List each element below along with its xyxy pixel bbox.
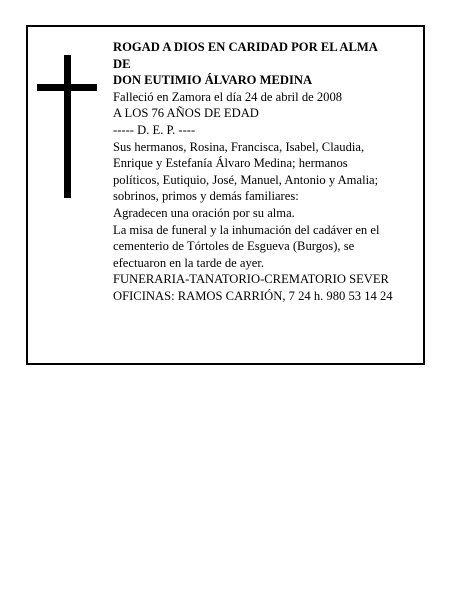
heading-line-1: ROGAD A DIOS EN CARIDAD POR EL ALMA xyxy=(113,40,378,54)
cross-vertical-bar xyxy=(64,55,71,198)
death-info: Falleció en Zamora el día 24 de abril de 2008 xyxy=(113,89,343,104)
funeral-line: efectuaron en la tarde de ayer. xyxy=(113,255,265,270)
heading-line-2: DE xyxy=(113,56,131,71)
rip-line: ----- D. E. P. ---- xyxy=(113,122,196,137)
deceased-name: DON EUTIMIO ÁLVARO MEDINA xyxy=(113,73,313,88)
family-line: sobrinos, primos y demás familiares: xyxy=(113,189,299,204)
thanks-line: Agradecen una oración por su alma. xyxy=(113,205,295,220)
funeral-line: La misa de funeral y la inhumación del cadáver en el xyxy=(113,222,380,237)
family-line: políticos, Eutiquio, José, Manuel, Antonio y Amalia; xyxy=(113,172,379,187)
obituary-text xyxy=(113,39,423,305)
offices-line: OFICINAS: RAMOS CARRIÓN, 7 24 h. 980 53 14 24 xyxy=(113,288,393,303)
funeral-line: cementerio de Tórtoles de Esgueva (Burgos), se xyxy=(113,239,355,254)
family-line: Sus hermanos, Rosina, Francisca, Isabel, Claudia, xyxy=(113,139,365,154)
family-line: Enrique y Estefanía Álvaro Medina; hermanos xyxy=(113,156,348,171)
age-line: A LOS 76 AÑOS DE EDAD xyxy=(113,106,259,121)
cross-icon xyxy=(37,55,97,198)
funeral-home-line: FUNERARIA-TANATORIO-CREMATORIO SEVER xyxy=(113,272,389,287)
cross-horizontal-bar xyxy=(37,84,97,91)
